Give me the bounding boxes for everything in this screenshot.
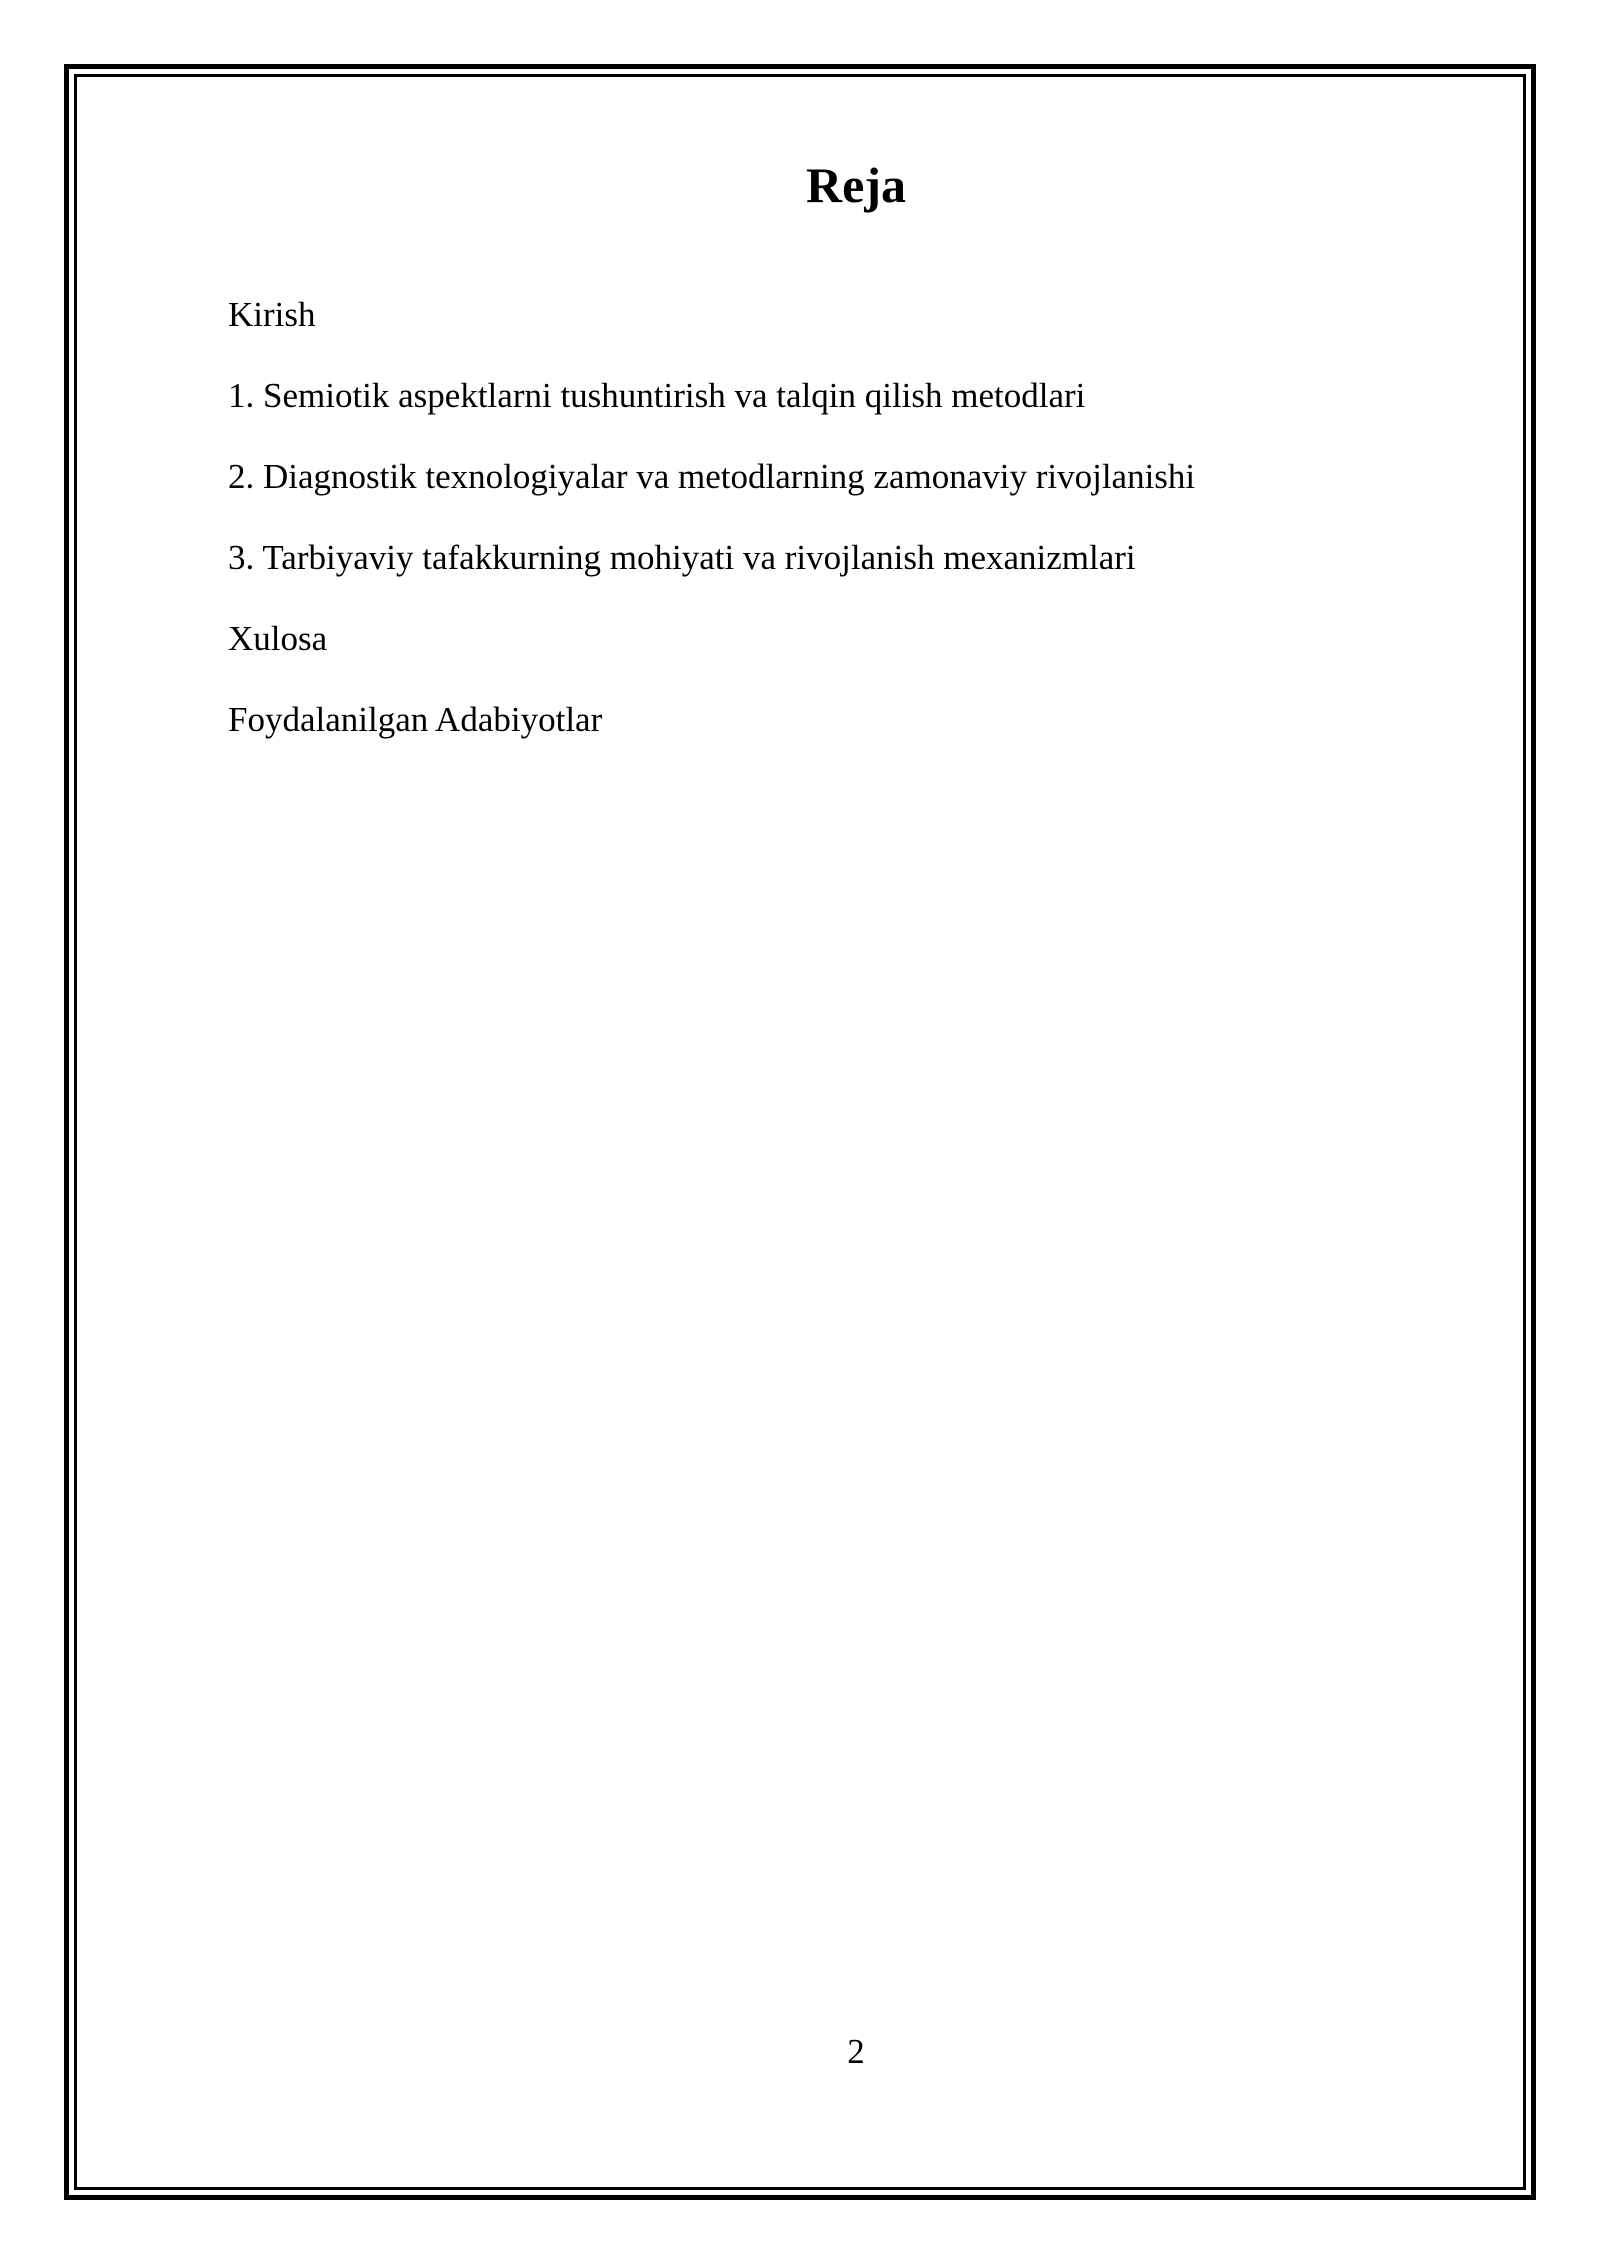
toc-item-introduction: Kirish	[228, 295, 316, 334]
page-title: Reja	[806, 157, 906, 213]
table-of-contents	[228, 290, 1195, 776]
page-number: 2	[847, 2032, 865, 2071]
toc-item-chapter-3: 3. Tarbiyaviy tafakkurning mohiyati va rivojlanish mexanizmlari	[228, 538, 1136, 577]
toc-item-chapter-2: 2. Diagnostik texnologiyalar va metodlarning zamonaviy rivojlanishi	[228, 457, 1196, 496]
toc-item-references: Foydalanilgan Adabiyotlar	[228, 700, 603, 739]
toc-item-chapter-1: 1. Semiotik aspektlarni tushuntirish va talqin qilish metodlari	[228, 376, 1086, 415]
toc-item-conclusion: Xulosa	[228, 619, 328, 658]
